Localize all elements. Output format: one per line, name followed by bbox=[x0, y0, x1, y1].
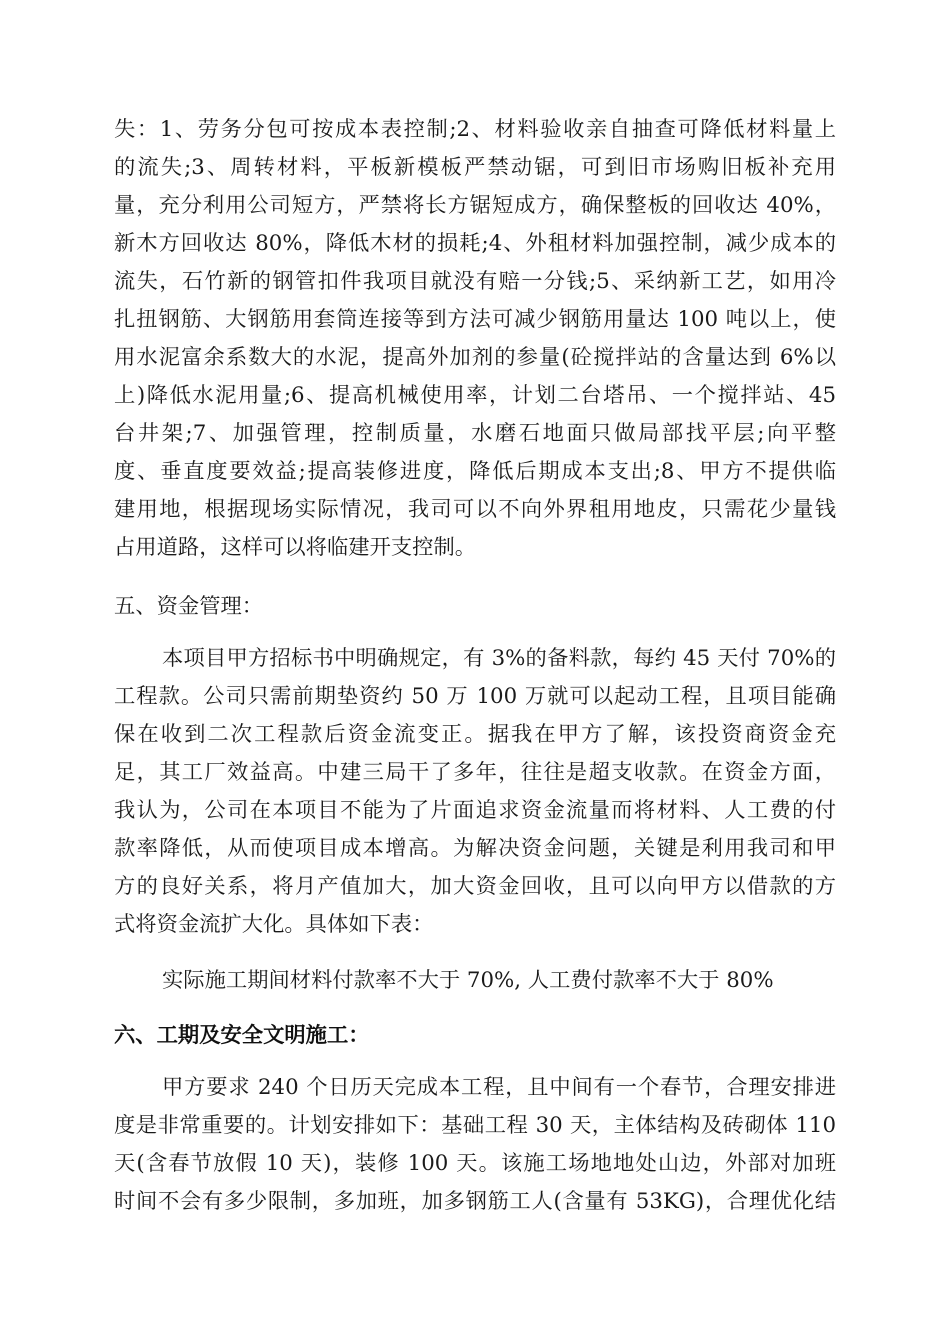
text-line: 实际施工期间材料付款率不大于 70%, 人工费付款率不大于 80% bbox=[162, 968, 774, 993]
text-line: 甲方要求 240 个日历天完成本工程，且中间有一个春节，合理安排进 bbox=[162, 1075, 836, 1100]
text-line: 工程款。公司只需前期垫资约 50 万 100 万就可以起动工程，且项目能确 bbox=[114, 684, 836, 709]
text-line: 流失，石竹新的钢管扣件我项目就没有赔一分钱;5、采纳新工艺，如用冷 bbox=[114, 269, 836, 294]
text-line: 度、垂直度要效益;提高装修进度，降低后期成本支出;8、甲方不提供临 bbox=[114, 459, 836, 484]
text-line: 式将资金流扩大化。具体如下表： bbox=[114, 912, 434, 937]
text-line: 度是非常重要的。计划安排如下：基础工程 30 天，主体结构及砖砌体 110 bbox=[114, 1113, 836, 1138]
text-line: 的流失;3、周转材料，平板新模板严禁动锯，可到旧市场购旧板补充用 bbox=[114, 155, 836, 180]
text-line: 本项目甲方招标书中明确规定，有 3%的备料款，每约 45 天付 70%的 bbox=[162, 646, 836, 671]
section-heading: 五、资金管理： bbox=[114, 594, 264, 619]
text-line: 扎扭钢筋、大钢筋用套筒连接等到方法可减少钢筋用量达 100 吨以上，使 bbox=[114, 307, 836, 332]
text-line: 我认为，公司在本项目不能为了片面追求资金流量而将材料、人工费的付 bbox=[114, 798, 836, 823]
text-line: 用水泥富余系数大的水泥，提高外加剂的参量(砼搅拌站的含量达到 6%以 bbox=[114, 345, 836, 370]
text-line: 台井架;7、加强管理，控制质量，水磨石地面只做局部找平层;向平整 bbox=[114, 421, 836, 446]
text-line: 方的良好关系，将月产值加大，加大资金回收，且可以向甲方以借款的方 bbox=[114, 874, 836, 899]
text-line: 保在收到二次工程款后资金流变正。据我在甲方了解，该投资商资金充 bbox=[114, 722, 836, 747]
text-line: 款率降低，从而使项目成本增高。为解决资金问题，关键是利用我司和甲 bbox=[114, 836, 836, 861]
text-line: 失：1、劳务分包可按成本表控制;2、材料验收亲自抽查可降低材料量上 bbox=[114, 117, 836, 142]
section-heading: 六、工期及安全文明施工： bbox=[114, 1023, 370, 1048]
text-line: 建用地，根据现场实际情况，我司可以不向外界租用地皮，只需花少量钱 bbox=[114, 497, 836, 522]
text-line: 量，充分利用公司短方，严禁将长方锯短成方，确保整板的回收达 40%， bbox=[114, 193, 836, 218]
text-line: 足，其工厂效益高。中建三局干了多年，往往是超支收款。在资金方面， bbox=[114, 760, 836, 785]
text-line: 占用道路，这样可以将临建开支控制。 bbox=[114, 535, 477, 560]
text-line: 天(含春节放假 10 天)，装修 100 天。该施工场地地处山边，外部对加班 bbox=[114, 1151, 836, 1176]
text-line: 上)降低水泥用量;6、提高机械使用率，计划二台塔吊、一个搅拌站、45 bbox=[114, 383, 836, 408]
text-line: 新木方回收达 80%，降低木材的损耗;4、外租材料加强控制，减少成本的 bbox=[114, 231, 836, 256]
text-line: 时间不会有多少限制，多加班，加多钢筋工人(含量有 53KG)，合理优化结 bbox=[114, 1189, 836, 1214]
